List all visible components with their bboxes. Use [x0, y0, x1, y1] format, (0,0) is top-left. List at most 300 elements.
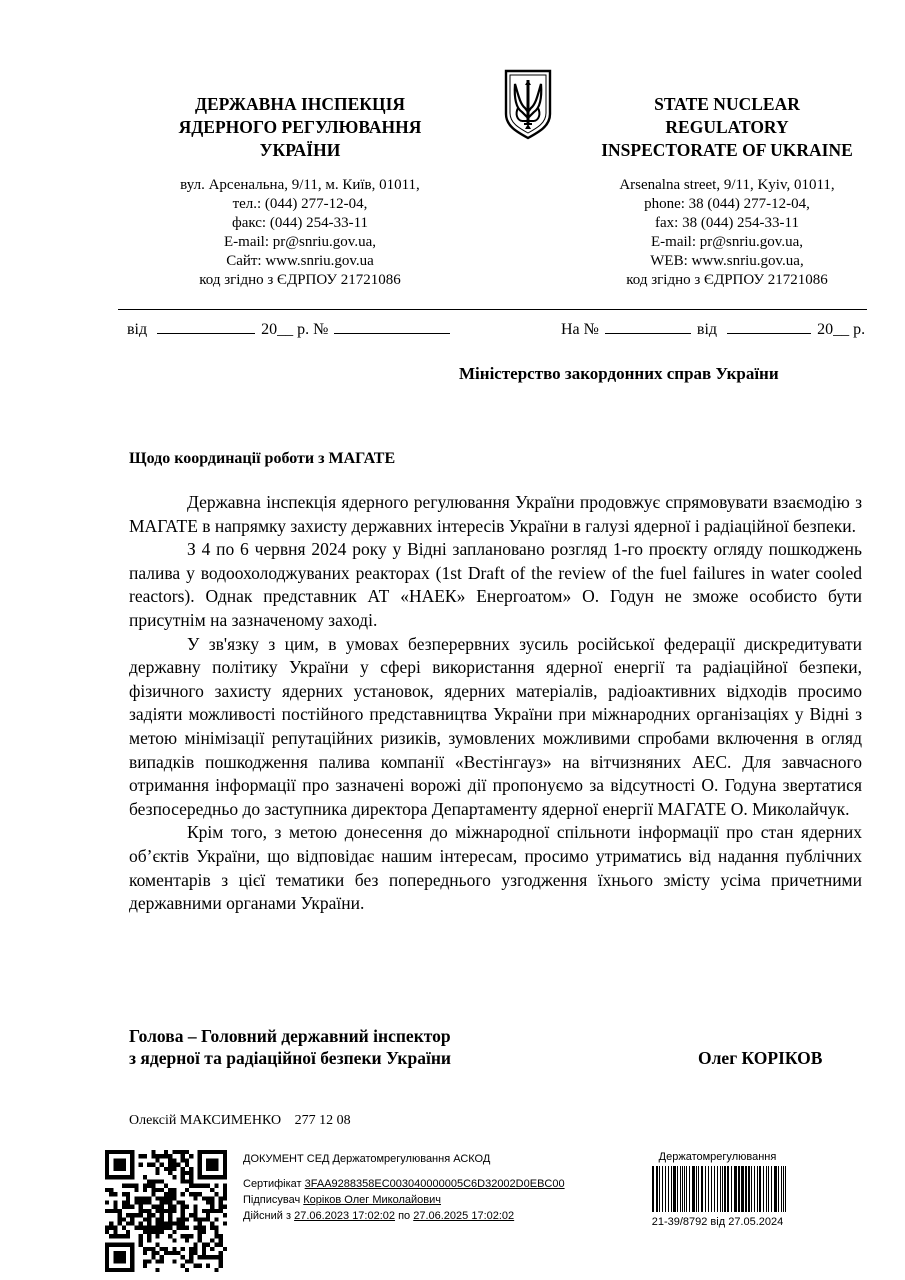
qr-module — [189, 1171, 193, 1175]
qr-module — [155, 1167, 159, 1171]
qr-module — [130, 1222, 134, 1226]
qr-module — [147, 1179, 151, 1183]
qr-module — [189, 1167, 193, 1171]
body-paragraph: Крім того, з метою донесення до міжнародної спільноти інформації про стан ядерних об’єктів України, що відповідає нашим інтересам, просимо утриматись від надання публічних коментарів з цієї тематики без попереднього узгодження їхнього змісту усіма причетними державними органами України. — [129, 822, 862, 914]
qr-module — [164, 1196, 168, 1200]
qr-module — [189, 1259, 193, 1263]
certificate-label: Сертифікат — [243, 1178, 302, 1190]
qr-module — [126, 1192, 130, 1196]
qr-module — [105, 1188, 109, 1192]
qr-module — [160, 1226, 164, 1230]
en-address-block — [577, 176, 877, 290]
qr-module — [151, 1205, 155, 1209]
trident-coat-of-arms-icon — [503, 68, 553, 140]
qr-module — [160, 1209, 164, 1213]
qr-module — [113, 1230, 117, 1234]
qr-module — [130, 1184, 134, 1188]
qr-module — [139, 1213, 143, 1217]
qr-module — [172, 1247, 176, 1251]
valid-label: Дійсний з — [243, 1210, 292, 1222]
qr-module — [214, 1184, 218, 1188]
qr-module — [155, 1222, 159, 1226]
qr-module — [168, 1200, 172, 1204]
qr-module — [151, 1213, 155, 1217]
barcode-icon — [650, 1166, 790, 1212]
barcode-bar — [722, 1166, 723, 1212]
qr-module — [113, 1209, 117, 1213]
barcode-bar — [720, 1166, 721, 1212]
qr-module — [172, 1192, 176, 1196]
qr-module — [130, 1205, 134, 1209]
qr-module — [151, 1192, 155, 1196]
qr-module — [160, 1213, 164, 1217]
qr-module — [164, 1222, 168, 1226]
qr-module — [206, 1209, 210, 1213]
qr-module — [143, 1230, 147, 1234]
qr-module — [210, 1222, 214, 1226]
qr-module — [181, 1209, 185, 1213]
barcode-bar — [662, 1166, 663, 1212]
qr-module — [181, 1167, 185, 1171]
body-paragraph: У зв'язку з цим, в умовах безперервних зусиль російської федерації дискредитувати державну політику України у сфері використання ядерної енергії та радіаційної безпеки, фізичного захисту ядерних установок, ядерних матеріалів, радіоактивних відходів просимо задіяти можливості постійного представництва України при міжнародних організаціях у Відні з метою мінімізації репутаційних ризиків, зумовлених можливими спробами включення в огляд випадків пошкодження палива компанії «Вестінгауз» на вітчизняних АЕС. Для завчасного отримання інформації про зазначені ворожі дії пропонуємо за відсутності О. Годуна звертатися безпосередньо до заступника директора Департаменту ядерної енергії МАГАТЕ О. Миколайчук. — [129, 633, 862, 819]
qr-module — [109, 1222, 113, 1226]
body-paragraph: Державна інспекція ядерного регулювання України продовжує спрямовувати взаємодію з МАГАТЕ в напрямку захисту державних інтересів України в галузі ядерної і радіаційної безпеки. — [129, 492, 862, 536]
barcode-bar — [754, 1166, 755, 1212]
qr-module — [134, 1184, 138, 1188]
qr-module — [122, 1200, 126, 1204]
qr-module — [193, 1184, 197, 1188]
qr-module — [118, 1222, 122, 1226]
qr-module — [185, 1205, 189, 1209]
qr-module — [105, 1200, 109, 1204]
qr-module — [198, 1192, 202, 1196]
qr-module — [155, 1158, 159, 1162]
qr-module — [139, 1222, 143, 1226]
qr-module — [219, 1251, 223, 1255]
qr-module — [147, 1226, 151, 1230]
qr-module — [164, 1192, 168, 1196]
qr-module — [172, 1167, 176, 1171]
qr-module — [155, 1179, 159, 1183]
qr-module — [189, 1247, 193, 1251]
e-document-stamp — [243, 1150, 633, 1226]
outgoing-reference — [127, 320, 450, 339]
valid-from: 27.06.2023 17:02:02 — [294, 1210, 396, 1222]
qr-module — [177, 1217, 181, 1221]
qr-module — [181, 1150, 185, 1154]
qr-module — [181, 1213, 185, 1217]
qr-module — [147, 1163, 151, 1167]
qr-module — [189, 1234, 193, 1238]
barcode-bar — [748, 1166, 750, 1212]
qr-module — [189, 1175, 193, 1179]
qr-module — [118, 1209, 122, 1213]
en-title-line: INSPECTORATE OF UKRAINE — [601, 140, 853, 160]
signatory-position — [129, 1025, 451, 1069]
barcode-bar — [677, 1166, 678, 1212]
qr-module — [113, 1205, 117, 1209]
qr-module — [109, 1192, 113, 1196]
qr-module — [168, 1158, 172, 1162]
qr-module — [151, 1255, 155, 1259]
qr-module — [181, 1192, 185, 1196]
qr-module — [189, 1154, 193, 1158]
qr-module — [151, 1154, 155, 1158]
ua-address-line: вул. Арсенальна, 9/11, м. Київ, 01011, — [180, 177, 420, 193]
qr-module — [172, 1259, 176, 1263]
qr-module — [206, 1184, 210, 1188]
qr-module — [185, 1259, 189, 1263]
barcode-bar — [727, 1166, 729, 1212]
qr-module — [202, 1226, 206, 1230]
qr-module — [164, 1209, 168, 1213]
qr-module — [155, 1154, 159, 1158]
qr-module — [139, 1226, 143, 1230]
qr-module — [193, 1209, 197, 1213]
qr-module — [193, 1213, 197, 1217]
ua-address-line: факс: (044) 254-33-11 — [231, 215, 369, 231]
qr-module — [223, 1196, 227, 1200]
qr-module — [168, 1192, 172, 1196]
ua-address-block — [140, 176, 460, 290]
qr-module — [202, 1217, 206, 1221]
qr-module — [118, 1234, 122, 1238]
qr-module — [168, 1167, 172, 1171]
qr-module — [214, 1230, 218, 1234]
qr-module — [143, 1264, 147, 1268]
qr-module — [210, 1255, 214, 1259]
ua-title-line: УКРАЇНИ — [259, 140, 341, 160]
qr-module — [122, 1217, 126, 1221]
barcode-bar — [717, 1166, 718, 1212]
qr-module — [147, 1209, 151, 1213]
qr-module — [219, 1209, 223, 1213]
qr-module — [219, 1205, 223, 1209]
qr-module — [113, 1158, 126, 1171]
qr-module — [202, 1184, 206, 1188]
qr-module — [219, 1255, 223, 1259]
executor-info — [129, 1113, 351, 1129]
barcode-bar — [684, 1166, 685, 1212]
qr-module — [143, 1209, 147, 1213]
qr-module — [160, 1259, 164, 1263]
qr-module — [172, 1209, 176, 1213]
qr-module — [214, 1268, 218, 1272]
qr-module — [210, 1209, 214, 1213]
qr-module — [113, 1234, 117, 1238]
qr-module — [139, 1238, 143, 1242]
qr-module — [143, 1226, 147, 1230]
executor-phone: 277 12 08 — [294, 1113, 351, 1128]
qr-code-icon — [105, 1150, 227, 1272]
qr-module — [160, 1205, 164, 1209]
en-address-line: fax: 38 (044) 254-33-11 — [655, 215, 799, 231]
qr-module — [172, 1196, 176, 1200]
qr-module — [118, 1213, 122, 1217]
qr-module — [147, 1196, 151, 1200]
qr-module — [181, 1154, 185, 1158]
qr-module — [139, 1200, 143, 1204]
qr-module — [193, 1192, 197, 1196]
qr-module — [172, 1230, 176, 1234]
qr-module — [134, 1213, 138, 1217]
qr-module — [160, 1196, 164, 1200]
barcode-bar — [751, 1166, 752, 1212]
barcode-bar — [714, 1166, 715, 1212]
qr-module — [147, 1234, 151, 1238]
barcode-bar — [763, 1166, 764, 1212]
qr-module — [185, 1217, 189, 1221]
qr-module — [143, 1200, 147, 1204]
qr-module — [193, 1217, 197, 1221]
qr-module — [126, 1222, 130, 1226]
qr-module — [147, 1238, 151, 1242]
qr-module — [185, 1179, 189, 1183]
qr-module — [143, 1175, 147, 1179]
validity-row — [243, 1207, 633, 1226]
ua-address-line: код згідно з ЄДРПОУ 21721086 — [199, 272, 401, 288]
qr-module — [219, 1234, 223, 1238]
qr-module — [181, 1175, 185, 1179]
qr-module — [126, 1205, 130, 1209]
qr-module — [105, 1226, 109, 1230]
barcode-bar — [741, 1166, 744, 1212]
qr-module — [109, 1188, 113, 1192]
qr-module — [210, 1247, 214, 1251]
qr-module — [164, 1226, 168, 1230]
certificate-value: 3FAA9288358EC003040000005C6D32002D0EBC00 — [304, 1178, 565, 1190]
qr-module — [172, 1163, 176, 1167]
barcode-bar — [745, 1166, 747, 1212]
ua-title-line: ДЕРЖАВНА ІНСПЕКЦІЯ — [194, 94, 406, 114]
qr-module — [198, 1226, 202, 1230]
subject-line: Щодо координації роботи з МАГАТЕ — [129, 450, 396, 467]
response-date-blank — [727, 320, 811, 334]
qr-module — [223, 1213, 227, 1217]
qr-module — [105, 1209, 109, 1213]
valid-to: 27.06.2025 17:02:02 — [413, 1210, 515, 1222]
executor-name: Олексій МАКСИМЕНКО — [129, 1113, 282, 1128]
barcode-bar — [705, 1166, 706, 1212]
qr-module — [223, 1184, 227, 1188]
qr-module — [160, 1179, 164, 1183]
qr-module — [181, 1179, 185, 1183]
qr-module — [160, 1222, 164, 1226]
qr-module — [168, 1154, 172, 1158]
qr-module — [198, 1238, 202, 1242]
qr-module — [160, 1163, 164, 1167]
qr-module — [134, 1226, 138, 1230]
signer-value: Коріков Олег Миколайович — [303, 1194, 441, 1206]
qr-module — [202, 1251, 206, 1255]
qr-module — [147, 1200, 151, 1204]
qr-module — [151, 1188, 155, 1192]
barcode-bar — [731, 1166, 732, 1212]
qr-module — [151, 1226, 155, 1230]
qr-module — [193, 1205, 197, 1209]
qr-module — [155, 1268, 159, 1272]
qr-module — [193, 1247, 197, 1251]
qr-module — [168, 1222, 172, 1226]
qr-module — [143, 1154, 147, 1158]
en-address-line: код згідно з ЄДРПОУ 21721086 — [626, 272, 828, 288]
barcode-bar — [771, 1166, 772, 1212]
qr-module — [210, 1196, 214, 1200]
qr-module — [193, 1243, 197, 1247]
qr-module — [202, 1196, 206, 1200]
qr-module — [189, 1213, 193, 1217]
body-paragraph: З 4 по 6 червня 2024 року у Відні заплановано розгляд 1-го проєкту огляду пошкоджень палива у водоохолоджуваних реакторах (1st Draft of the review of the fuel failures in water cooled reactors). Однак представник АТ «НАЕК» Енергоатом» О. Годун не зможе особисто бути присутнім на зазначеному заході. — [129, 539, 862, 630]
qr-module — [172, 1175, 176, 1179]
qr-module — [151, 1163, 155, 1167]
qr-module — [151, 1179, 155, 1183]
qr-module — [147, 1184, 151, 1188]
qr-module — [109, 1234, 113, 1238]
qr-module — [214, 1255, 218, 1259]
barcode-bar — [774, 1166, 777, 1212]
qr-module — [143, 1217, 147, 1221]
qr-module — [168, 1226, 172, 1230]
qr-module — [189, 1255, 193, 1259]
qr-module — [160, 1200, 164, 1204]
barcode-bar — [734, 1166, 737, 1212]
signer-label: Підписувач — [243, 1194, 301, 1206]
qr-module — [198, 1255, 202, 1259]
qr-module — [198, 1222, 202, 1226]
ua-organization-title — [140, 93, 460, 162]
qr-module — [155, 1217, 159, 1221]
qr-module — [113, 1200, 117, 1204]
barcode-bar — [668, 1166, 669, 1212]
barcode-bar — [652, 1166, 654, 1212]
incoming-reference — [561, 320, 865, 339]
qr-module — [219, 1196, 223, 1200]
qr-module — [134, 1196, 138, 1200]
qr-module — [147, 1259, 151, 1263]
qr-module — [126, 1213, 130, 1217]
qr-module — [181, 1222, 185, 1226]
qr-module — [139, 1209, 143, 1213]
qr-module — [185, 1226, 189, 1230]
number-blank — [334, 320, 450, 334]
qr-module — [151, 1251, 155, 1255]
qr-module — [214, 1234, 218, 1238]
qr-module — [164, 1251, 168, 1255]
qr-module — [143, 1184, 147, 1188]
qr-module — [168, 1205, 172, 1209]
qr-module — [122, 1205, 126, 1209]
barcode-bar — [738, 1166, 740, 1212]
qr-module — [223, 1205, 227, 1209]
barcode-bar — [781, 1166, 782, 1212]
qr-module — [147, 1247, 151, 1251]
qr-module — [193, 1226, 197, 1230]
qr-module — [181, 1205, 185, 1209]
qr-module — [214, 1243, 218, 1247]
qr-module — [143, 1196, 147, 1200]
qr-module — [214, 1226, 218, 1230]
qr-module — [198, 1184, 202, 1188]
qr-module — [214, 1192, 218, 1196]
qr-module — [164, 1247, 168, 1251]
qr-module — [130, 1217, 134, 1221]
qr-module — [139, 1154, 143, 1158]
qr-module — [147, 1230, 151, 1234]
barcode-bar — [659, 1166, 660, 1212]
qr-module — [113, 1226, 117, 1230]
en-address-line: E-mail: pr@snriu.gov.ua, — [651, 234, 803, 250]
date-blank — [157, 320, 255, 334]
qr-module — [147, 1213, 151, 1217]
barcode-bar — [724, 1166, 726, 1212]
qr-module — [126, 1200, 130, 1204]
qr-module — [177, 1222, 181, 1226]
ua-title-line: ЯДЕРНОГО РЕГУЛЮВАННЯ — [178, 117, 422, 137]
barcode-bar — [671, 1166, 672, 1212]
qr-module — [223, 1247, 227, 1251]
from-label: від — [127, 321, 148, 338]
position-line: з ядерної та радіаційної безпеки України — [129, 1048, 451, 1068]
qr-module — [147, 1222, 151, 1226]
qr-module — [223, 1222, 227, 1226]
response-number-blank — [605, 320, 691, 334]
qr-module — [113, 1251, 126, 1264]
qr-module — [198, 1217, 202, 1221]
en-address-line: Arsenalna street, 9/11, Kyiv, 01011, — [619, 177, 835, 193]
qr-module — [139, 1163, 143, 1167]
qr-module — [189, 1251, 193, 1255]
qr-module — [160, 1217, 164, 1221]
qr-module — [181, 1234, 185, 1238]
qr-module — [155, 1234, 159, 1238]
qr-module — [181, 1255, 185, 1259]
response-year-label: 20__ р. — [817, 321, 866, 338]
qr-module — [223, 1192, 227, 1196]
qr-module — [206, 1213, 210, 1217]
qr-module — [164, 1154, 168, 1158]
qr-module — [147, 1217, 151, 1221]
qr-module — [189, 1179, 193, 1183]
en-address-line: WEB: www.snriu.gov.ua, — [650, 253, 804, 269]
barcode-bar — [759, 1166, 761, 1212]
e-document-title: ДОКУМЕНТ СЕД Держатомрегулювання АСКОД — [243, 1153, 491, 1165]
qr-module — [155, 1226, 159, 1230]
qr-module — [139, 1205, 143, 1209]
qr-module — [168, 1251, 172, 1255]
qr-module — [181, 1226, 185, 1230]
addressee: Міністерство закордонних справ України — [459, 364, 779, 383]
qr-module — [210, 1200, 214, 1204]
qr-module — [155, 1205, 159, 1209]
qr-module — [172, 1205, 176, 1209]
qr-module — [168, 1171, 172, 1175]
qr-module — [198, 1264, 202, 1268]
qr-module — [202, 1247, 206, 1251]
qr-module — [181, 1171, 185, 1175]
qr-module — [206, 1158, 219, 1171]
qr-module — [160, 1154, 164, 1158]
qr-module — [122, 1192, 126, 1196]
qr-module — [206, 1243, 210, 1247]
qr-module — [172, 1251, 176, 1255]
qr-module — [164, 1150, 168, 1154]
barcode-bar — [757, 1166, 758, 1212]
ua-address-line: E-mail: pr@snriu.gov.ua, — [224, 234, 376, 250]
registration-number: 21-39/8792 від 27.05.2024 — [651, 1216, 784, 1228]
qr-module — [155, 1259, 159, 1263]
qr-module — [160, 1247, 164, 1251]
qr-module — [214, 1209, 218, 1213]
